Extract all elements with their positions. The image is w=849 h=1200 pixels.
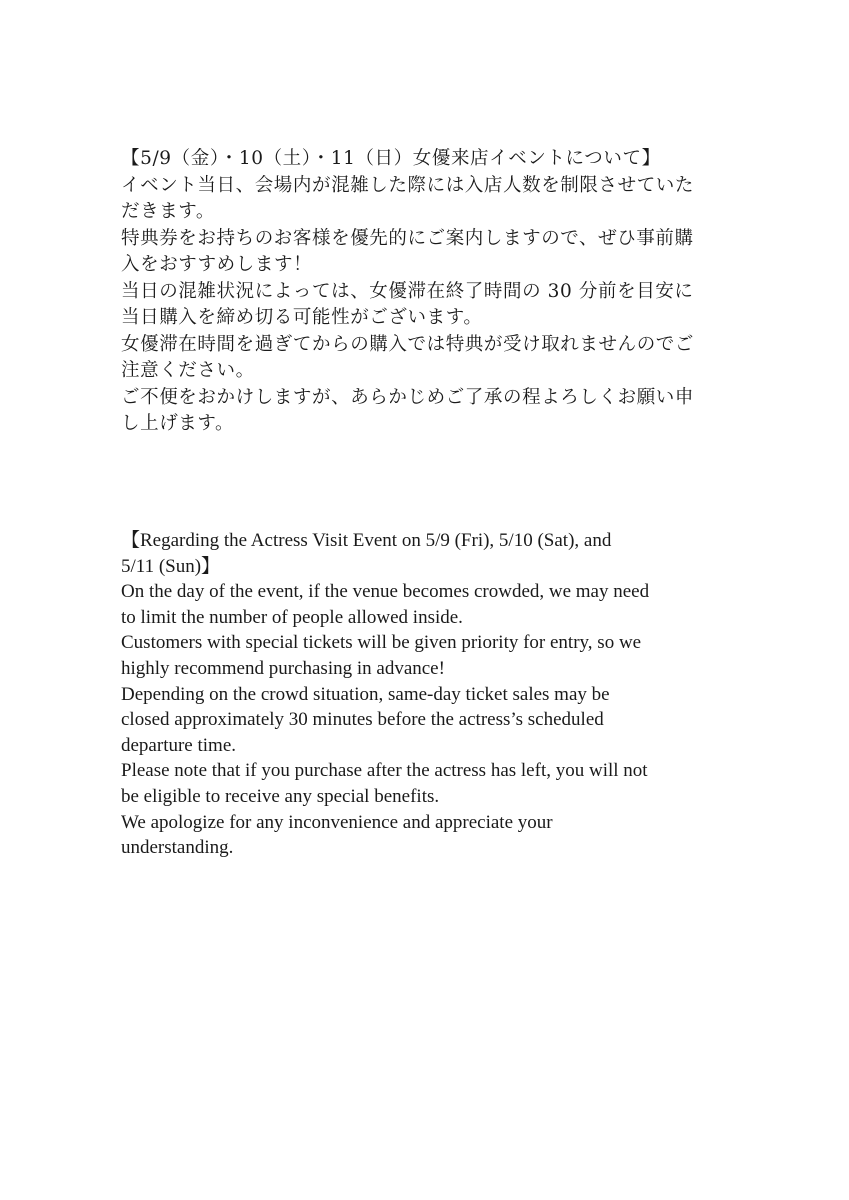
japanese-line: 女優滞在時間を過ぎてからの購入では特典が受け取れませんのでご (121, 333, 695, 355)
japanese-notice (121, 146, 733, 438)
english-line: Depending on the crowd situation, same-day ticket sales may be (121, 683, 610, 705)
english-line: On the day of the event, if the venue becomes crowded, we may need (121, 581, 650, 603)
japanese-line: 注意ください。 (121, 360, 255, 381)
english-line: We apologize for any inconvenience and appreciate your (121, 811, 553, 833)
english-line: Customers with special tickets will be given priority for entry, so we (121, 632, 642, 654)
english-line: Please note that if you purchase after the actress has left, you will not (121, 760, 648, 782)
japanese-line: イベント当日、会場内が混雑した際には入店人数を制限させていた (121, 174, 695, 196)
japanese-line: 当日の混雑状況によっては、女優滞在終了時間の 30 分前を目安に (121, 280, 694, 302)
japanese-heading: 【5/9（金）・10（土）・11（日）女優来店イベントについて】 (121, 148, 661, 169)
japanese-line: 入をおすすめします！ (121, 254, 313, 275)
english-line: to limit the number of people allowed inside. (121, 606, 463, 628)
english-line: closed approximately 30 minutes before the actress’s scheduled (121, 709, 604, 731)
japanese-line: 当日購入を締め切る可能性がございます。 (121, 307, 483, 328)
english-line: be eligible to receive any special benefits. (121, 785, 440, 807)
japanese-line: ご不便をおかけしますが、あらかじめご了承の程よろしくお願い申 (121, 386, 695, 408)
english-heading-line: 【Regarding the Actress Visit Event on 5/9 (Fri), 5/10 (Sat), and (121, 530, 612, 551)
japanese-line: 特典券をお持ちのお客様を優先的にご案内しますので、ぜひ事前購 (121, 227, 694, 249)
english-line: highly recommend purchasing in advance! (121, 657, 445, 679)
english-line: understanding. (121, 837, 234, 859)
english-line: departure time. (121, 734, 237, 756)
japanese-line: だきます。 (121, 201, 216, 222)
english-heading-line: 5/11 (Sun)】 (121, 555, 221, 577)
english-notice (121, 528, 733, 861)
japanese-line: し上げます。 (121, 413, 235, 434)
